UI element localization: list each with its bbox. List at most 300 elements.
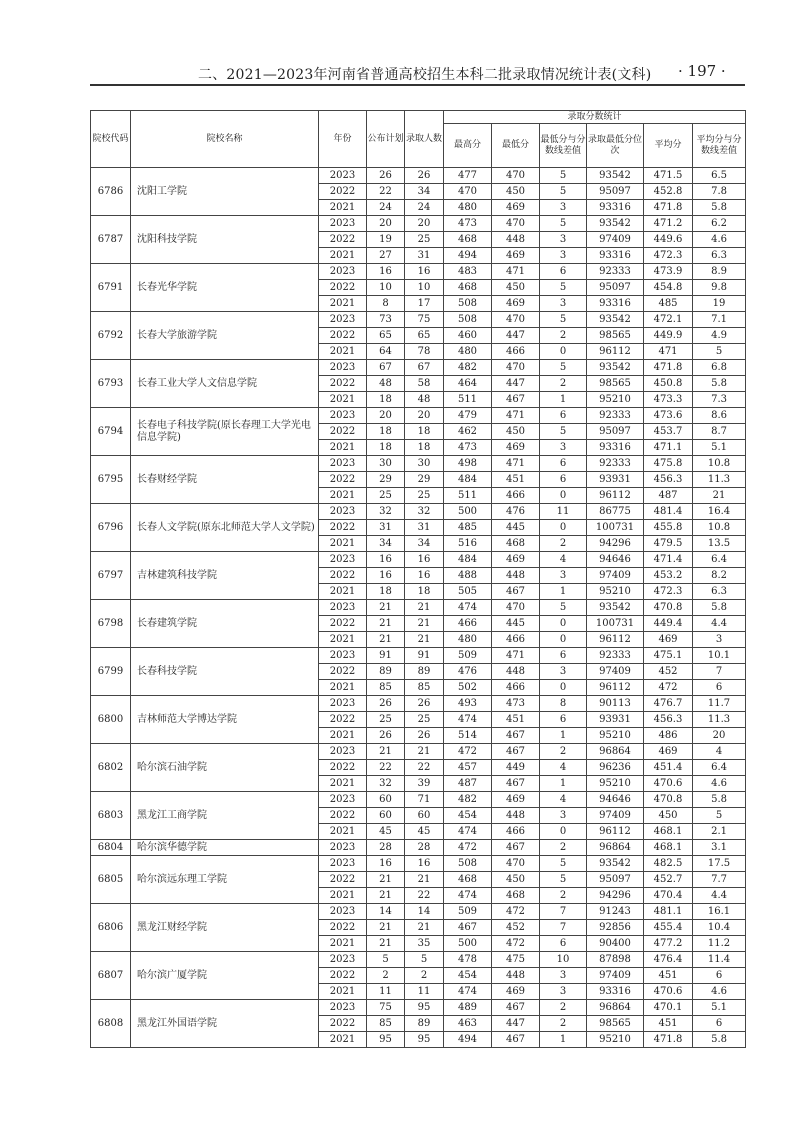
cell-min-rank: 95097 [587, 424, 644, 440]
cell-min-score: 466 [492, 632, 540, 648]
cell-admit: 31 [405, 248, 444, 264]
cell-plan: 60 [367, 792, 405, 808]
cell-avg-score: 472.1 [644, 312, 693, 328]
cell-avg-score: 468.1 [644, 840, 693, 856]
cell-plan: 25 [367, 488, 405, 504]
table-row [91, 696, 746, 712]
cell-plan: 26 [367, 728, 405, 744]
cell-plan: 21 [367, 920, 405, 936]
cell-max-score: 454 [444, 808, 492, 824]
cell-admit: 67 [405, 360, 444, 376]
cell-min-rank: 96112 [587, 680, 644, 696]
cell-max-score: 466 [444, 616, 492, 632]
cell-avg-score: 451 [644, 1016, 693, 1032]
cell-avg-diff: 8.7 [693, 424, 746, 440]
cell-min-score: 466 [492, 344, 540, 360]
cell-admit: 16 [405, 552, 444, 568]
cell-max-score: 487 [444, 776, 492, 792]
cell-min-rank: 98565 [587, 328, 644, 344]
cell-admit: 21 [405, 744, 444, 760]
cell-min-rank: 93542 [587, 216, 644, 232]
cell-year: 2022 [319, 232, 367, 248]
cell-avg-diff: 6.3 [693, 584, 746, 600]
cell-min-diff: 2 [540, 888, 587, 904]
cell-max-score: 505 [444, 584, 492, 600]
cell-min-diff: 6 [540, 456, 587, 472]
cell-min-rank: 96864 [587, 840, 644, 856]
admission-statistics-table [90, 110, 746, 1048]
cell-min-diff: 2 [540, 1000, 587, 1016]
cell-min-diff: 5 [540, 872, 587, 888]
cell-max-score: 480 [444, 344, 492, 360]
header-avg: 平均分 [644, 124, 693, 168]
cell-min-score: 452 [492, 920, 540, 936]
cell-avg-diff: 16.1 [693, 904, 746, 920]
cell-min-diff: 0 [540, 632, 587, 648]
cell-plan: 18 [367, 440, 405, 456]
cell-max-score: 494 [444, 248, 492, 264]
cell-min-rank: 95210 [587, 584, 644, 600]
school-name: 长春人文学院(原东北师范大学人文学院) [131, 504, 319, 552]
cell-avg-diff: 7.1 [693, 312, 746, 328]
cell-avg-score: 475.1 [644, 648, 693, 664]
header-min: 最低分 [492, 124, 540, 168]
cell-max-score: 483 [444, 264, 492, 280]
table-row [91, 744, 746, 760]
cell-min-diff: 3 [540, 440, 587, 456]
cell-avg-score: 455.8 [644, 520, 693, 536]
table-row [91, 600, 746, 616]
cell-min-diff: 0 [540, 488, 587, 504]
cell-plan: 32 [367, 776, 405, 792]
school-name: 哈尔滨远东理工学院 [131, 856, 319, 904]
cell-admit: 34 [405, 184, 444, 200]
cell-min-diff: 2 [540, 536, 587, 552]
cell-plan: 21 [367, 616, 405, 632]
cell-admit: 26 [405, 696, 444, 712]
school-code: 6793 [91, 360, 131, 408]
cell-min-diff: 5 [540, 424, 587, 440]
cell-avg-diff: 8.6 [693, 408, 746, 424]
cell-max-score: 508 [444, 312, 492, 328]
header-plan: 公布计划 [367, 111, 405, 168]
cell-admit: 78 [405, 344, 444, 360]
cell-admit: 24 [405, 200, 444, 216]
school-code: 6806 [91, 904, 131, 952]
cell-avg-diff: 6.4 [693, 552, 746, 568]
cell-min-score: 469 [492, 200, 540, 216]
cell-min-rank: 92333 [587, 264, 644, 280]
cell-min-rank: 94646 [587, 552, 644, 568]
cell-avg-diff: 10.8 [693, 456, 746, 472]
cell-max-score: 514 [444, 728, 492, 744]
cell-avg-diff: 4.4 [693, 888, 746, 904]
cell-year: 2021 [319, 392, 367, 408]
cell-plan: 60 [367, 808, 405, 824]
cell-admit: 32 [405, 504, 444, 520]
table-row [91, 408, 746, 424]
cell-min-score: 475 [492, 952, 540, 968]
cell-year: 2022 [319, 280, 367, 296]
cell-year: 2021 [319, 728, 367, 744]
cell-plan: 26 [367, 168, 405, 184]
cell-avg-score: 481.4 [644, 504, 693, 520]
cell-year: 2022 [319, 520, 367, 536]
cell-plan: 10 [367, 280, 405, 296]
school-code: 6799 [91, 648, 131, 696]
cell-min-rank: 92333 [587, 408, 644, 424]
school-code: 6800 [91, 696, 131, 744]
cell-min-diff: 5 [540, 312, 587, 328]
cell-year: 2022 [319, 760, 367, 776]
cell-avg-diff: 5.1 [693, 1000, 746, 1016]
cell-avg-score: 471 [644, 344, 693, 360]
cell-plan: 16 [367, 552, 405, 568]
cell-year: 2023 [319, 952, 367, 968]
cell-admit: 58 [405, 376, 444, 392]
cell-year: 2023 [319, 456, 367, 472]
table-row [91, 456, 746, 472]
cell-min-diff: 3 [540, 808, 587, 824]
cell-min-diff: 1 [540, 1032, 587, 1048]
cell-min-score: 471 [492, 408, 540, 424]
cell-min-diff: 0 [540, 824, 587, 840]
cell-min-score: 466 [492, 488, 540, 504]
cell-min-diff: 2 [540, 744, 587, 760]
cell-admit: 48 [405, 392, 444, 408]
cell-min-score: 466 [492, 824, 540, 840]
cell-min-rank: 94646 [587, 792, 644, 808]
cell-min-rank: 93316 [587, 984, 644, 1000]
cell-avg-diff: 11.3 [693, 712, 746, 728]
school-name: 哈尔滨石油学院 [131, 744, 319, 792]
cell-min-score: 447 [492, 376, 540, 392]
cell-min-diff: 0 [540, 680, 587, 696]
cell-min-score: 476 [492, 504, 540, 520]
cell-min-score: 471 [492, 264, 540, 280]
cell-plan: 19 [367, 232, 405, 248]
cell-avg-diff: 6 [693, 968, 746, 984]
cell-max-score: 464 [444, 376, 492, 392]
cell-min-rank: 97409 [587, 968, 644, 984]
cell-year: 2022 [319, 872, 367, 888]
cell-max-score: 508 [444, 856, 492, 872]
cell-avg-diff: 5.8 [693, 792, 746, 808]
cell-plan: 16 [367, 264, 405, 280]
cell-min-score: 450 [492, 184, 540, 200]
cell-avg-diff: 19 [693, 296, 746, 312]
cell-min-diff: 6 [540, 648, 587, 664]
cell-min-diff: 6 [540, 472, 587, 488]
cell-plan: 31 [367, 520, 405, 536]
cell-min-score: 445 [492, 616, 540, 632]
cell-min-diff: 2 [540, 376, 587, 392]
cell-min-diff: 4 [540, 792, 587, 808]
cell-min-rank: 96112 [587, 632, 644, 648]
cell-min-diff: 0 [540, 520, 587, 536]
cell-year: 2021 [319, 440, 367, 456]
cell-min-diff: 5 [540, 184, 587, 200]
cell-year: 2023 [319, 216, 367, 232]
cell-avg-diff: 7.7 [693, 872, 746, 888]
cell-min-score: 469 [492, 552, 540, 568]
cell-plan: 24 [367, 200, 405, 216]
page-number: · 197 · [678, 62, 726, 80]
cell-plan: 21 [367, 632, 405, 648]
cell-avg-score: 471.8 [644, 200, 693, 216]
cell-max-score: 474 [444, 984, 492, 1000]
cell-min-rank: 95097 [587, 184, 644, 200]
table-row [91, 312, 746, 328]
cell-min-score: 473 [492, 696, 540, 712]
cell-min-score: 448 [492, 968, 540, 984]
school-name: 长春大学旅游学院 [131, 312, 319, 360]
header-min-rank: 录取最低分位次 [587, 124, 644, 168]
cell-min-rank: 97409 [587, 232, 644, 248]
cell-avg-score: 471.1 [644, 440, 693, 456]
cell-year: 2021 [319, 200, 367, 216]
cell-year: 2021 [319, 488, 367, 504]
cell-avg-diff: 3.1 [693, 840, 746, 856]
cell-admit: 25 [405, 232, 444, 248]
cell-avg-diff: 9.8 [693, 280, 746, 296]
cell-admit: 18 [405, 424, 444, 440]
cell-max-score: 460 [444, 328, 492, 344]
cell-admit: 25 [405, 488, 444, 504]
cell-avg-diff: 6 [693, 680, 746, 696]
cell-admit: 95 [405, 1000, 444, 1016]
cell-min-diff: 3 [540, 200, 587, 216]
school-code: 6798 [91, 600, 131, 648]
cell-max-score: 480 [444, 632, 492, 648]
cell-avg-diff: 7.8 [693, 184, 746, 200]
cell-plan: 2 [367, 968, 405, 984]
cell-plan: 21 [367, 872, 405, 888]
cell-avg-diff: 21 [693, 488, 746, 504]
cell-admit: 2 [405, 968, 444, 984]
school-code: 6787 [91, 216, 131, 264]
cell-max-score: 467 [444, 920, 492, 936]
cell-avg-score: 470.6 [644, 776, 693, 792]
school-code: 6804 [91, 840, 131, 856]
cell-min-score: 472 [492, 904, 540, 920]
cell-max-score: 468 [444, 232, 492, 248]
cell-year: 2023 [319, 648, 367, 664]
cell-year: 2022 [319, 808, 367, 824]
cell-min-diff: 5 [540, 600, 587, 616]
cell-max-score: 457 [444, 760, 492, 776]
cell-plan: 21 [367, 600, 405, 616]
school-name: 长春工业大学人文信息学院 [131, 360, 319, 408]
cell-avg-score: 482.5 [644, 856, 693, 872]
cell-avg-score: 471.8 [644, 360, 693, 376]
cell-min-diff: 5 [540, 360, 587, 376]
header-code: 院校代码 [91, 111, 131, 168]
cell-admit: 35 [405, 936, 444, 952]
cell-avg-score: 470.8 [644, 600, 693, 616]
cell-min-diff: 6 [540, 408, 587, 424]
cell-year: 2022 [319, 712, 367, 728]
cell-avg-score: 449.4 [644, 616, 693, 632]
cell-plan: 89 [367, 664, 405, 680]
cell-admit: 20 [405, 216, 444, 232]
cell-avg-score: 472.3 [644, 584, 693, 600]
cell-min-rank: 100731 [587, 616, 644, 632]
cell-year: 2021 [319, 824, 367, 840]
cell-min-diff: 2 [540, 840, 587, 856]
cell-admit: 21 [405, 616, 444, 632]
cell-plan: 85 [367, 680, 405, 696]
school-name: 黑龙江财经学院 [131, 904, 319, 952]
cell-min-diff: 0 [540, 344, 587, 360]
cell-year: 2022 [319, 1016, 367, 1032]
cell-max-score: 479 [444, 408, 492, 424]
cell-avg-diff: 6.3 [693, 248, 746, 264]
cell-min-rank: 97409 [587, 664, 644, 680]
cell-plan: 18 [367, 584, 405, 600]
cell-min-score: 470 [492, 216, 540, 232]
cell-avg-score: 471.5 [644, 168, 693, 184]
cell-admit: 10 [405, 280, 444, 296]
cell-admit: 26 [405, 728, 444, 744]
cell-min-diff: 6 [540, 712, 587, 728]
cell-avg-score: 471.4 [644, 552, 693, 568]
cell-plan: 45 [367, 824, 405, 840]
cell-admit: 91 [405, 648, 444, 664]
cell-max-score: 482 [444, 792, 492, 808]
cell-year: 2021 [319, 344, 367, 360]
cell-plan: 22 [367, 184, 405, 200]
cell-min-score: 450 [492, 280, 540, 296]
cell-min-diff: 11 [540, 504, 587, 520]
cell-avg-score: 451.4 [644, 760, 693, 776]
cell-avg-score: 486 [644, 728, 693, 744]
cell-year: 2023 [319, 1000, 367, 1016]
cell-avg-score: 473.3 [644, 392, 693, 408]
cell-year: 2021 [319, 584, 367, 600]
table-row [91, 216, 746, 232]
cell-admit: 31 [405, 520, 444, 536]
cell-min-score: 467 [492, 1032, 540, 1048]
cell-min-score: 451 [492, 712, 540, 728]
cell-year: 2021 [319, 888, 367, 904]
cell-min-diff: 2 [540, 328, 587, 344]
cell-avg-diff: 20 [693, 728, 746, 744]
cell-min-rank: 96112 [587, 344, 644, 360]
cell-max-score: 500 [444, 504, 492, 520]
cell-year: 2021 [319, 1032, 367, 1048]
cell-min-score: 447 [492, 328, 540, 344]
school-code: 6794 [91, 408, 131, 456]
cell-plan: 95 [367, 1032, 405, 1048]
cell-avg-score: 473.6 [644, 408, 693, 424]
table-row [91, 504, 746, 520]
cell-min-diff: 3 [540, 984, 587, 1000]
cell-min-rank: 93931 [587, 472, 644, 488]
cell-avg-diff: 11.2 [693, 936, 746, 952]
cell-min-score: 469 [492, 440, 540, 456]
cell-year: 2022 [319, 184, 367, 200]
cell-min-rank: 93542 [587, 360, 644, 376]
cell-admit: 21 [405, 632, 444, 648]
header-avg-diff: 平均分与分数线差值 [693, 124, 746, 168]
cell-min-score: 445 [492, 520, 540, 536]
page-header-title: 二、2021—2023年河南省普通高校招生本科二批录取情况统计表(文科) [198, 67, 652, 83]
cell-max-score: 468 [444, 280, 492, 296]
cell-avg-diff: 4 [693, 744, 746, 760]
cell-plan: 75 [367, 1000, 405, 1016]
cell-avg-diff: 5.8 [693, 376, 746, 392]
cell-max-score: 508 [444, 296, 492, 312]
cell-min-score: 469 [492, 296, 540, 312]
cell-min-rank: 96864 [587, 744, 644, 760]
cell-avg-score: 477.2 [644, 936, 693, 952]
cell-plan: 5 [367, 952, 405, 968]
cell-year: 2021 [319, 632, 367, 648]
cell-avg-score: 485 [644, 296, 693, 312]
cell-min-rank: 96112 [587, 488, 644, 504]
cell-min-diff: 1 [540, 392, 587, 408]
table-row [91, 168, 746, 184]
cell-avg-diff: 6.2 [693, 216, 746, 232]
cell-admit: 21 [405, 600, 444, 616]
cell-min-diff: 6 [540, 936, 587, 952]
cell-avg-score: 469 [644, 744, 693, 760]
cell-avg-diff: 17.5 [693, 856, 746, 872]
cell-avg-diff: 13.5 [693, 536, 746, 552]
school-name: 长春建筑学院 [131, 600, 319, 648]
cell-admit: 30 [405, 456, 444, 472]
school-code: 6802 [91, 744, 131, 792]
cell-plan: 28 [367, 840, 405, 856]
cell-plan: 20 [367, 216, 405, 232]
cell-max-score: 478 [444, 952, 492, 968]
cell-plan: 30 [367, 456, 405, 472]
school-name: 沈阳工学院 [131, 168, 319, 216]
cell-plan: 27 [367, 248, 405, 264]
cell-min-rank: 95210 [587, 392, 644, 408]
cell-min-rank: 96236 [587, 760, 644, 776]
cell-year: 2023 [319, 312, 367, 328]
cell-min-rank: 93542 [587, 168, 644, 184]
cell-avg-score: 472 [644, 680, 693, 696]
cell-year: 2023 [319, 168, 367, 184]
cell-avg-diff: 16.4 [693, 504, 746, 520]
cell-max-score: 511 [444, 488, 492, 504]
cell-avg-score: 476.7 [644, 696, 693, 712]
header-max: 最高分 [444, 124, 492, 168]
cell-plan: 64 [367, 344, 405, 360]
cell-admit: 16 [405, 856, 444, 872]
cell-avg-score: 487 [644, 488, 693, 504]
cell-avg-diff: 4.4 [693, 616, 746, 632]
cell-min-diff: 5 [540, 280, 587, 296]
cell-min-score: 450 [492, 872, 540, 888]
cell-plan: 21 [367, 744, 405, 760]
school-name: 长春光华学院 [131, 264, 319, 312]
cell-year: 2023 [319, 856, 367, 872]
cell-avg-score: 475.8 [644, 456, 693, 472]
cell-min-rank: 95210 [587, 728, 644, 744]
cell-avg-diff: 2.1 [693, 824, 746, 840]
cell-avg-diff: 8.2 [693, 568, 746, 584]
cell-min-diff: 3 [540, 296, 587, 312]
cell-avg-diff: 4.9 [693, 328, 746, 344]
cell-avg-score: 453.2 [644, 568, 693, 584]
cell-min-rank: 86775 [587, 504, 644, 520]
table-row [91, 360, 746, 376]
cell-year: 2023 [319, 600, 367, 616]
